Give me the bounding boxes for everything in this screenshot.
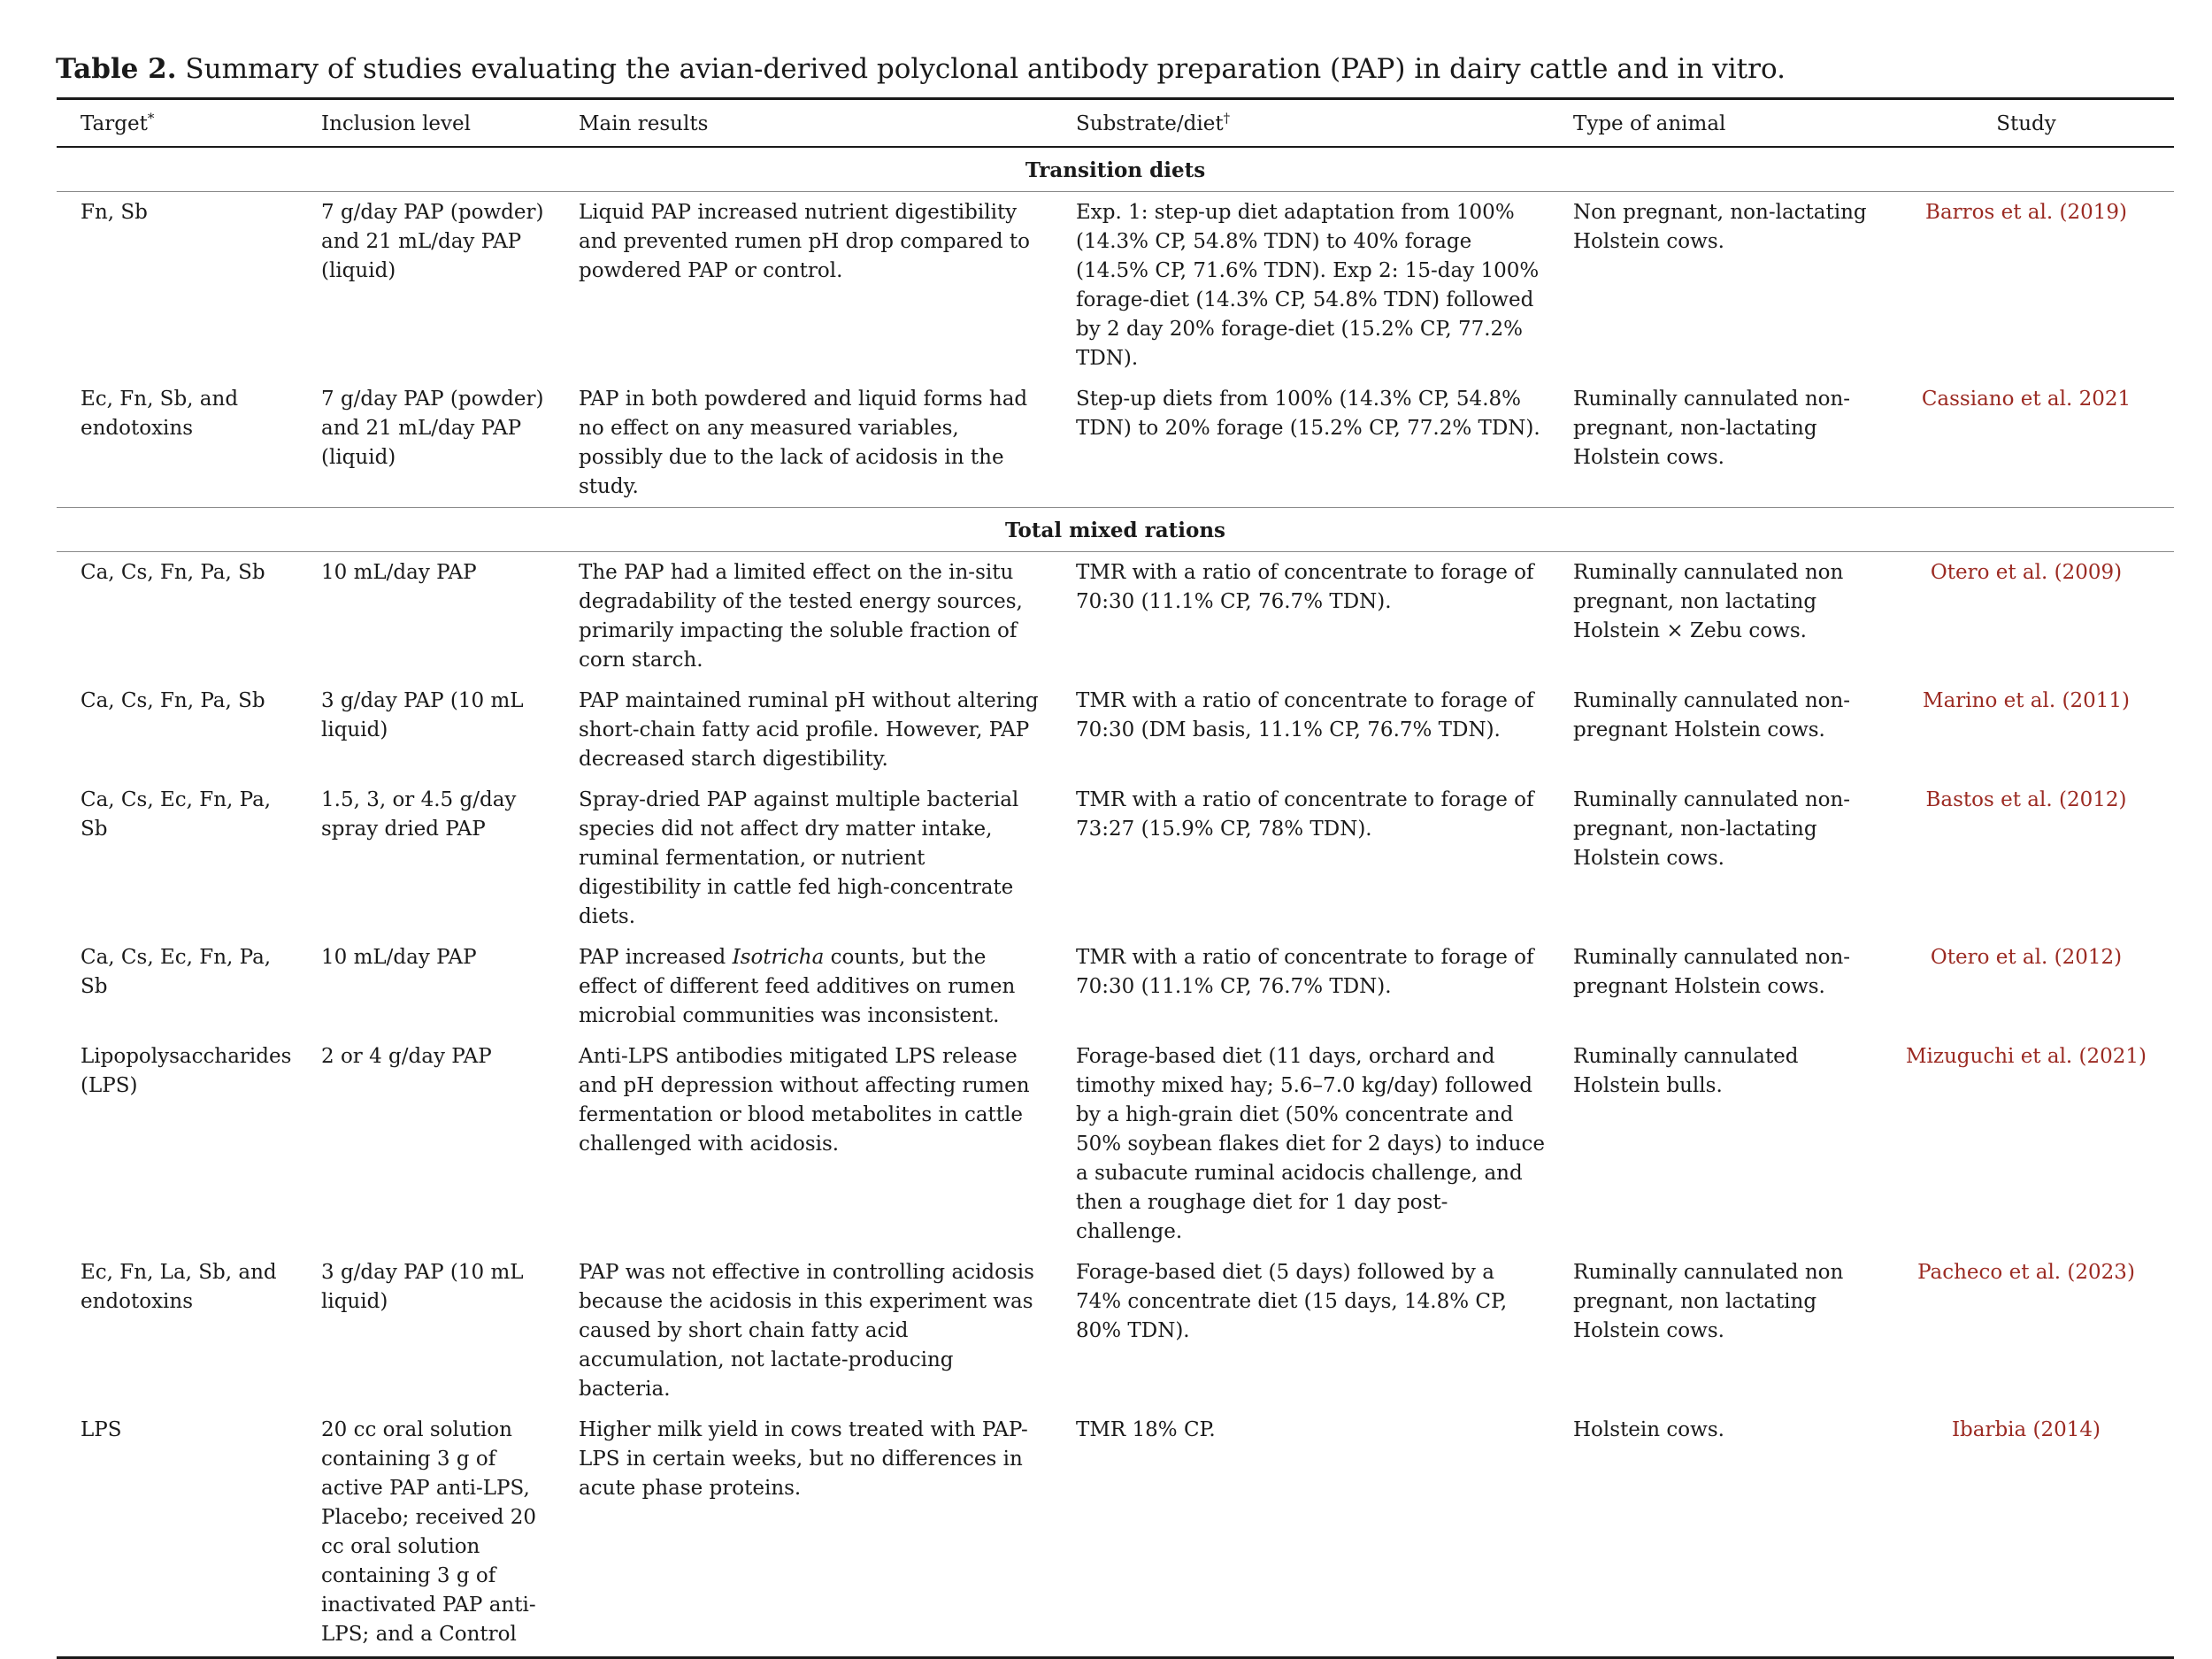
cell-inclusion-level: 10 mL/day PAP xyxy=(321,561,477,584)
cell-target: Ca, Cs, Fn, Pa, Sb xyxy=(81,689,265,712)
study-link[interactable]: Otero et al. (2009) xyxy=(1930,561,2123,584)
header-target: Target* xyxy=(81,110,155,135)
table-row xyxy=(57,680,2174,780)
cell-main-results: Spray-dried PAP against multiple bacterial species did not affect dry matter intake, ruminal fermentation, or nutrient digestibility in cattle fed high-concentrate diets. xyxy=(579,788,1019,928)
table-caption-label: Table 2. xyxy=(56,53,177,85)
cell-substrate-diet: Step-up diets from 100% (14.3% CP, 54.8% TDN) to 20% forage (15.2% CP, 77.2% TDN). xyxy=(1076,388,1540,440)
cell-target: Fn, Sb xyxy=(81,201,148,224)
study-link[interactable]: Marino et al. (2011) xyxy=(1923,689,2130,712)
cell-substrate-diet: Exp. 1: step-up diet adaptation from 100% (14.3% CP, 54.8% TDN) to 40% forage (14.5% CP, 71.6% TDN). Exp 2: 15-day 100% forage-diet (14.3% CP, 54.8% TDN) followed by 2 day 20% forage-diet (15.2% CP, 77.2% TDN). xyxy=(1076,201,1540,370)
cell-inclusion-level: 20 cc oral solution containing 3 g of active PAP anti-LPS, Placebo; received 20 cc oral solution containing 3 g of inactivated PAP anti-LPS; and a Control xyxy=(321,1418,537,1646)
section-title: Total mixed rations xyxy=(57,508,2174,552)
section-header-transition-diets xyxy=(57,147,2174,192)
cell-substrate-diet: TMR with a ratio of concentrate to forage of 70:30 (DM basis, 11.1% CP, 76.7% TDN). xyxy=(1076,689,1534,741)
table-row xyxy=(57,552,2174,681)
table-row xyxy=(57,780,2174,937)
cell-substrate-diet: TMR with a ratio of concentrate to forage of 70:30 (11.1% CP, 76.7% TDN). xyxy=(1076,946,1534,998)
cell-type-of-animal: Non pregnant, non-lactating Holstein cows. xyxy=(1573,201,1867,253)
table-row xyxy=(57,937,2174,1036)
study-link[interactable]: Cassiano et al. 2021 xyxy=(1921,388,2131,411)
header-main-results: Main results xyxy=(579,112,709,135)
summary-table xyxy=(57,97,2174,1659)
section-header-total-mixed-rations xyxy=(57,508,2174,552)
table-row xyxy=(57,379,2174,508)
header-inclusion-level: Inclusion level xyxy=(321,112,472,135)
study-link[interactable]: Mizuguchi et al. (2021) xyxy=(1905,1045,2147,1068)
cell-type-of-animal: Holstein cows. xyxy=(1573,1418,1724,1441)
cell-main-results: PAP increased Isotricha counts, but the effect of different feed additives on rumen microbial communities was inconsistent. xyxy=(579,946,1016,1027)
cell-inclusion-level: 7 g/day PAP (powder) and 21 mL/day PAP (liquid) xyxy=(321,388,544,469)
cell-inclusion-level: 3 g/day PAP (10 mL liquid) xyxy=(321,1261,524,1313)
study-link[interactable]: Ibarbia (2014) xyxy=(1951,1418,2101,1441)
cell-inclusion-level: 1.5, 3, or 4.5 g/day spray dried PAP xyxy=(321,788,517,841)
cell-type-of-animal: Ruminally cannulated non-pregnant Holstein cows. xyxy=(1573,946,1851,998)
table-row xyxy=(57,1409,2174,1658)
cell-type-of-animal: Ruminally cannulated non-pregnant, non-lactating Holstein cows. xyxy=(1573,388,1851,469)
table-caption xyxy=(56,50,2179,88)
cell-inclusion-level: 10 mL/day PAP xyxy=(321,946,477,969)
cell-main-results: PAP maintained ruminal pH without altering short-chain fatty acid profile. However, PAP decreased starch digestibility. xyxy=(579,689,1039,771)
table-row xyxy=(57,1036,2174,1252)
header-substrate-diet: Substrate/diet† xyxy=(1076,110,1231,135)
cell-substrate-diet: Forage-based diet (5 days) followed by a 74% concentrate diet (15 days, 14.8% CP, 80% TDN). xyxy=(1076,1261,1508,1342)
cell-target: LPS xyxy=(81,1418,122,1441)
cell-substrate-diet: TMR with a ratio of concentrate to forage of 70:30 (11.1% CP, 76.7% TDN). xyxy=(1076,561,1534,613)
cell-type-of-animal: Ruminally cannulated non-pregnant, non-lactating Holstein cows. xyxy=(1573,788,1851,870)
table-row xyxy=(57,192,2174,380)
cell-type-of-animal: Ruminally cannulated non pregnant, non lactating Holstein cows. xyxy=(1573,1261,1844,1342)
cell-main-results: The PAP had a limited effect on the in-situ degradability of the tested energy sources, primarily impacting the soluble fraction of corn starch. xyxy=(579,561,1023,672)
header-target-footnote-mark: * xyxy=(147,110,155,127)
cell-target: Ca, Cs, Ec, Fn, Pa, Sb xyxy=(81,788,272,841)
cell-substrate-diet: Forage-based diet (11 days, orchard and timothy mixed hay; 5.6–7.0 kg/day) followed by a high-grain diet (50% concentrate and 50% soybean flakes diet for 2 days) to induce a subacute ruminal acidocis challenge, and then a roughage diet for 1 day post-challenge. xyxy=(1076,1045,1545,1243)
cell-target: Ca, Cs, Fn, Pa, Sb xyxy=(81,561,265,584)
cell-substrate-diet: TMR 18% CP. xyxy=(1076,1418,1216,1441)
cell-inclusion-level: 3 g/day PAP (10 mL liquid) xyxy=(321,689,524,741)
cell-main-results: Liquid PAP increased nutrient digestibility and prevented rumen pH drop compared to powdered PAP or control. xyxy=(579,201,1030,282)
study-link[interactable]: Bastos et al. (2012) xyxy=(1925,788,2127,811)
cell-type-of-animal: Ruminally cannulated non pregnant, non lactating Holstein × Zebu cows. xyxy=(1573,561,1844,642)
study-link[interactable]: Barros et al. (2019) xyxy=(1925,201,2127,224)
cell-main-results: PAP was not effective in controlling acidosis because the acidosis in this experiment was caused by short chain fatty acid accumulation, not lactate-producing bacteria. xyxy=(579,1261,1034,1401)
cell-main-results: Higher milk yield in cows treated with PAP-LPS in certain weeks, but no differences in acute phase proteins. xyxy=(579,1418,1028,1500)
study-link[interactable]: Pacheco et al. (2023) xyxy=(1917,1261,2135,1284)
cell-target: Ca, Cs, Ec, Fn, Pa, Sb xyxy=(81,946,272,998)
cell-type-of-animal: Ruminally cannulated Holstein bulls. xyxy=(1573,1045,1799,1097)
cell-main-results: Anti-LPS antibodies mitigated LPS release and pH depression without affecting rumen fermentation or blood metabolites in cattle challenged with acidosis. xyxy=(579,1045,1030,1156)
section-title: Transition diets xyxy=(57,147,2174,192)
cell-inclusion-level: 2 or 4 g/day PAP xyxy=(321,1045,492,1068)
study-link[interactable]: Otero et al. (2012) xyxy=(1930,946,2123,969)
cell-target: Lipopolysaccharides (LPS) xyxy=(81,1045,292,1097)
cell-substrate-diet: TMR with a ratio of concentrate to forage of 73:27 (15.9% CP, 78% TDN). xyxy=(1076,788,1534,841)
table-caption-text: Summary of studies evaluating the avian-derived polyclonal antibody preparation (PAP) in dairy cattle and in vitro. xyxy=(185,53,1786,85)
header-type-of-animal: Type of animal xyxy=(1573,112,1726,135)
header-study: Study xyxy=(1996,112,2056,135)
table-row xyxy=(57,1252,2174,1409)
header-substrate-footnote-mark: † xyxy=(1223,110,1231,127)
table-header-row xyxy=(57,99,2174,148)
taxon-name: Isotricha xyxy=(732,946,825,969)
cell-target: Ec, Fn, La, Sb, and endotoxins xyxy=(81,1261,277,1313)
cell-main-results: PAP in both powdered and liquid forms had no effect on any measured variables, possibly due to the lack of acidosis in the study. xyxy=(579,388,1028,498)
cell-type-of-animal: Ruminally cannulated non-pregnant Holstein cows. xyxy=(1573,689,1851,741)
cell-inclusion-level: 7 g/day PAP (powder) and 21 mL/day PAP (liquid) xyxy=(321,201,544,282)
cell-target: Ec, Fn, Sb, and endotoxins xyxy=(81,388,239,440)
